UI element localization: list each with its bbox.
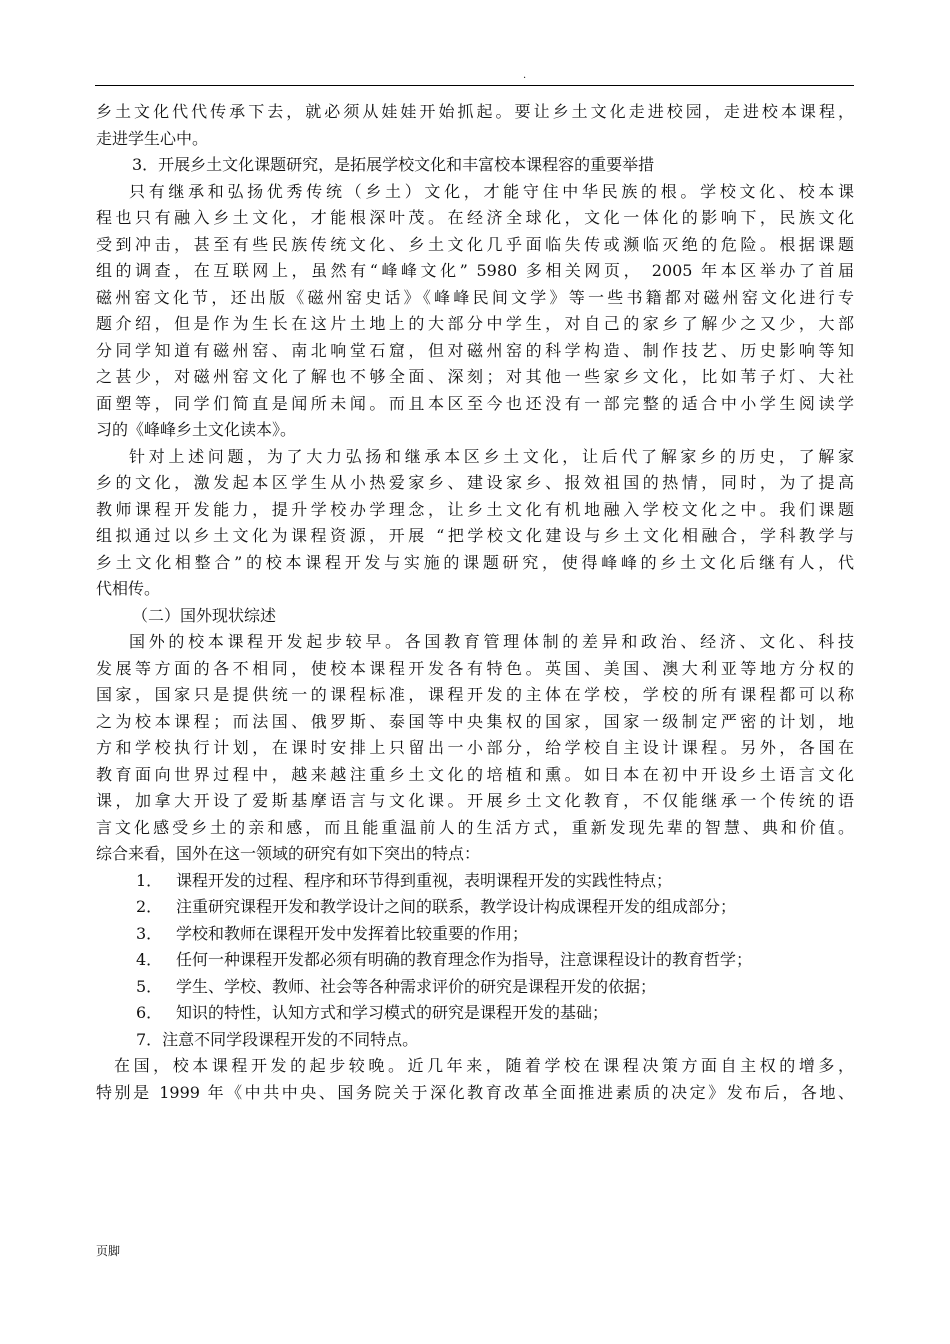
text-line: 国外的校本课程开发起步较早。各国教育管理体制的差异和政治、经济、文化、科技 — [129, 632, 854, 651]
text-line: 针对上述问题，为了大力弘扬和继承本区乡土文化，让后代了解家乡的历史，了解家 — [129, 446, 854, 466]
text-line: 习的《峰峰乡土文化读本》。 — [96, 420, 297, 439]
text-line: 乡土文化代代传承下去，就必须从娃娃开始抓起。要让乡土文化走进校园，走进校本课程， — [96, 102, 854, 121]
text-line: 之为校本课程；而法国、俄罗斯、泰国等中央集权的国家，国家一级制定严密的计划，地 — [96, 711, 854, 731]
section-heading: （二）国外现状综述 — [132, 605, 277, 625]
text-line: 题介绍，但是作为生长在这片土地上的大部分中学生，对自己的家乡了解少之又少，大部 — [96, 314, 854, 333]
list-number: 4． — [136, 950, 163, 969]
text-line: 面塑等，同学们简直是闻所未闻。而且本区至今也还没有一部完整的适合中小学生阅读学 — [96, 393, 854, 413]
list-item — [96, 947, 854, 974]
text-line: 代相传。 — [96, 579, 161, 598]
list-item — [96, 974, 854, 1001]
list-item: 7．注意不同学段课程开发的不同特点。 — [136, 1029, 419, 1049]
text-line: 教师课程开发能力，提升学校办学理念，让乡土文化有机地融入学校文化之中。我们课题 — [96, 499, 854, 519]
text-line: 之甚少，对磁州窑文化了解也不够全面、深刻；对其他一些家乡文化，比如苇子灯、大社 — [96, 367, 854, 386]
list-text: 课程开发的过程、程序和环节得到重视，表明课程开发的实践性特点； — [176, 870, 673, 890]
list-number: 1． — [136, 870, 163, 890]
text-line: 走进学生心中。 — [96, 128, 209, 148]
text-line: 特别是 1999 年《中共中央、国务院关于深化教育改革全面推进素质的决定》发布后，各地、 — [96, 1082, 854, 1102]
text-line: 受到冲击，甚至有些民族传统文化、乡土文化几乎面临失传或濒临灭绝的危险。根据课题 — [96, 234, 854, 254]
text-line: 组的调查，在互联网上，虽然有“峰峰文化” 5980 多相关网页， 2005 年本区举办了首届 — [96, 261, 854, 280]
text-line: 磁州窑文化节，还出版《磁州窑史话》《峰峰民间文学》等一些书籍都对磁州窑文化进行专 — [96, 287, 854, 307]
text-line: 在国，校本课程开发的起步较晚。近几年来，随着学校在课程决策方面自主权的增多， — [114, 1056, 854, 1075]
text-line: 程也只有融入乡土文化，才能根深叶茂。在经济全球化，文化一体化的影响下，民族文化 — [96, 208, 854, 227]
text-line: 言文化感受乡土的亲和感，而且能重温前人的生活方式，重新发现先辈的智慧、典和价值。 — [96, 817, 854, 837]
header-mark: . — [523, 70, 527, 81]
text-line: 国家，国家只是提供统一的课程标准，课程开发的主体在学校，学校的所有课程都可以称 — [96, 685, 854, 704]
section-heading: 3．开展乡土文化课题研究，是拓展学校文化和丰富校本课程容的重要举措 — [132, 155, 655, 174]
text-line: 乡的文化，激发起本区学生从小热爱家乡、建设家乡、报效祖国的热情，同时，为了提高 — [96, 473, 854, 492]
list-item — [96, 868, 854, 895]
list-item — [96, 894, 854, 921]
text-line: 只有继承和弘扬优秀传统（乡土）文化，才能守住中华民族的根。学校文化、校本课 — [129, 181, 854, 201]
page-footer: 页脚 — [96, 1244, 121, 1258]
list-item — [96, 921, 854, 948]
list-text: 知识的特性，认知方式和学习模式的研究是课程开发的基础； — [176, 1003, 609, 1022]
text-line: 发展等方面的各不相同，使校本课程开发各有特色。英国、美国、澳大利亚等地方分权的 — [96, 658, 854, 678]
text-line: 综合来看，国外在这一领域的研究有如下突出的特点： — [96, 844, 481, 863]
list-text: 任何一种课程开发都必须有明确的教育理念作为指导，注意课程设计的教育哲学； — [176, 950, 753, 969]
header-rule — [95, 85, 854, 86]
text-line: 方和学校执行计划，在课时安排上只留出一小部分，给学校自主设计课程。另外，各国在 — [96, 738, 854, 757]
text-line: 组拟通过以乡土文化为课程资源，开展 “把学校文化建设与乡土文化相融合，学科教学与 — [96, 526, 854, 545]
list-number: 3． — [136, 923, 163, 943]
text-line: 分同学知道有磁州窑、南北响堂石窟，但对磁州窑的科学构造、制作技艺、历史影响等知 — [96, 340, 854, 360]
list-number: 6． — [136, 1003, 163, 1022]
text-line: 乡土文化相整合”的校本课程开发与实施的课题研究，使得峰峰的乡土文化后继有人，代 — [96, 552, 854, 572]
list-text: 注重研究课程开发和教学设计之间的联系，教学设计构成课程开发的组成部分； — [176, 897, 737, 916]
list-number: 5． — [136, 976, 163, 996]
document-body — [96, 99, 854, 1106]
list-text: 学校和教师在课程开发中发挥着比较重要的作用； — [176, 923, 529, 943]
text-line: 课，加拿大开设了爱斯基摩语言与文化课。开展乡土文化教育，不仅能继承一个传统的语 — [96, 791, 854, 810]
text-line: 教育面向世界过程中，越来越注重乡土文化的培植和熏。如日本在初中开设乡土语言文化 — [96, 764, 854, 784]
list-text: 学生、学校、教师、社会等各种需求评价的研究是课程开发的依据； — [176, 976, 657, 996]
list-number: 2． — [136, 897, 163, 916]
list-item — [96, 1000, 854, 1027]
